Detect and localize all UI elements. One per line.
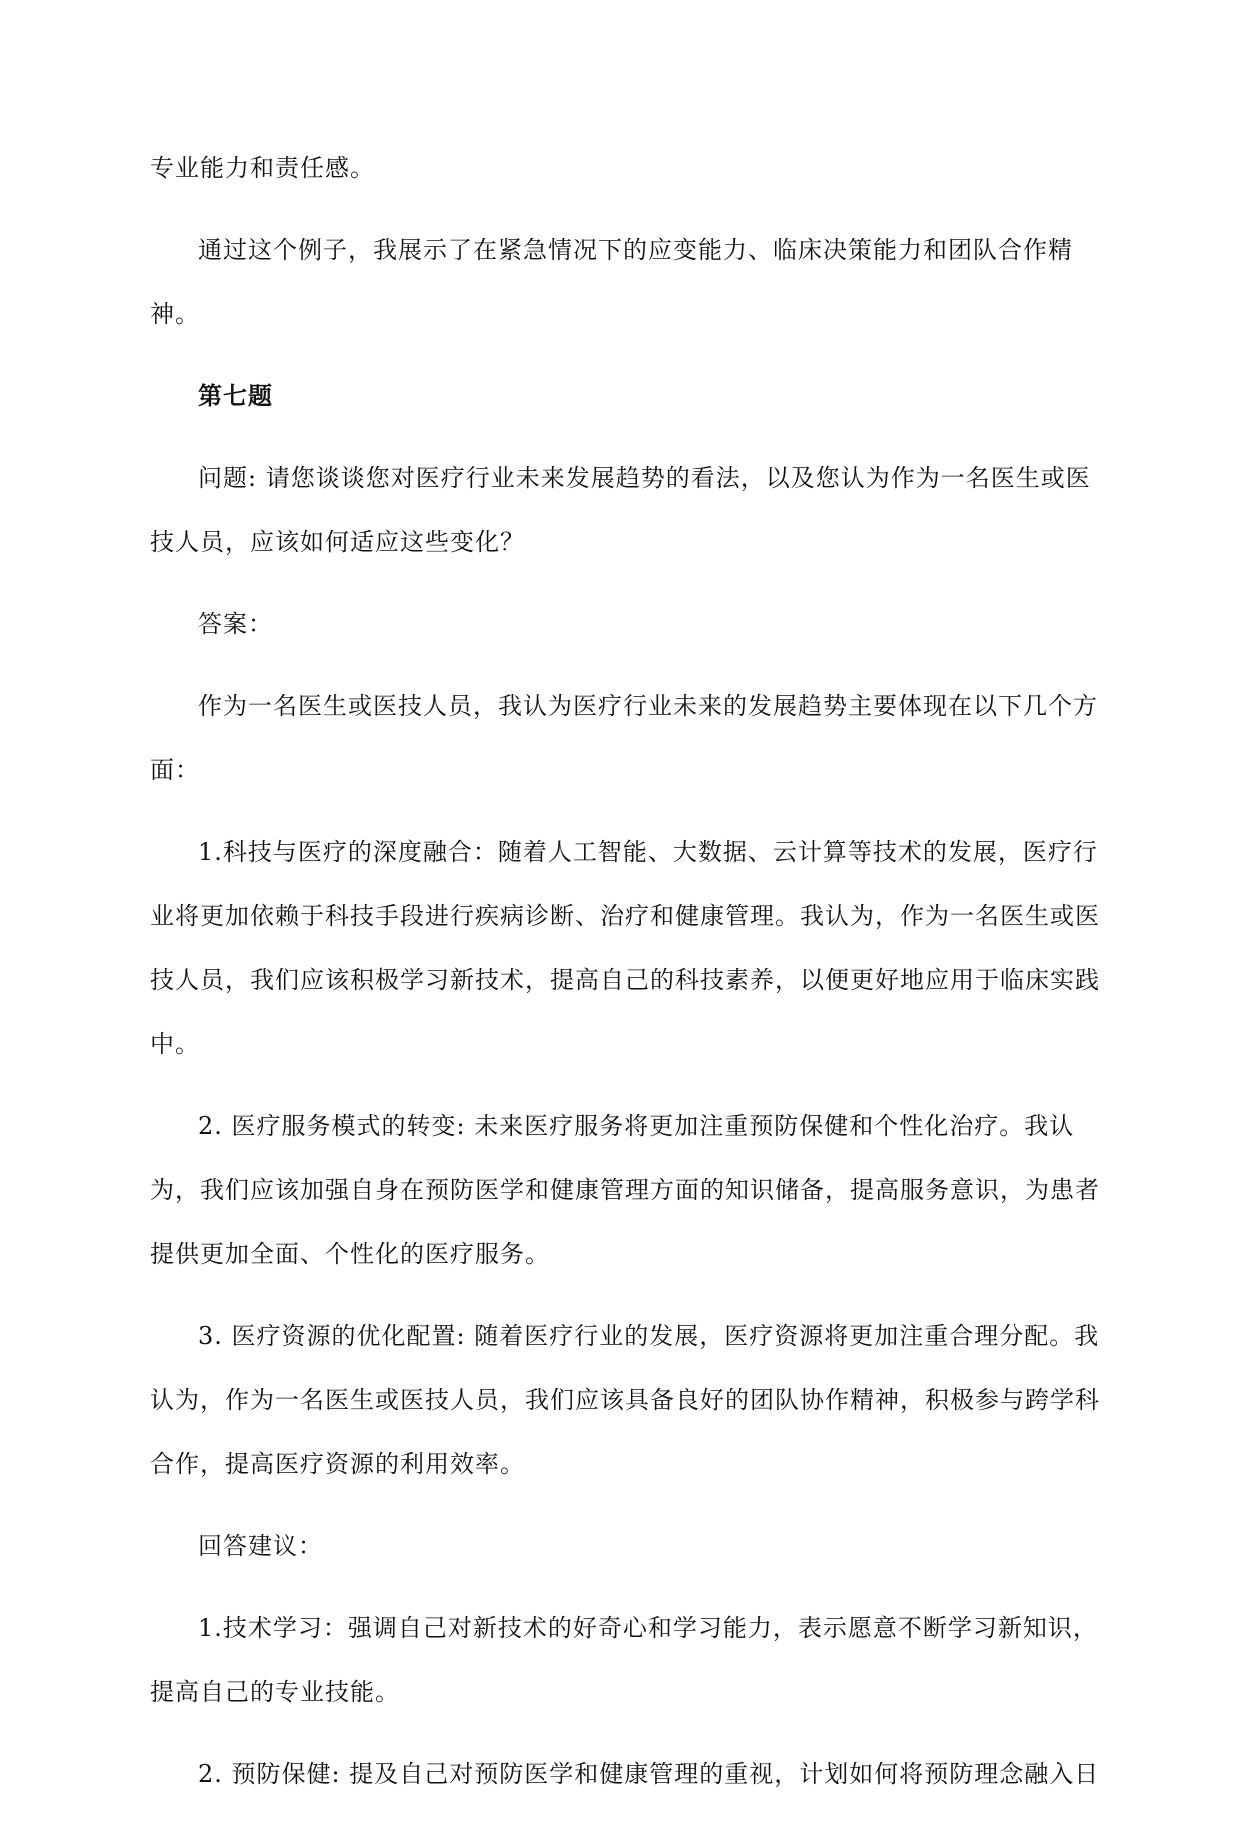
paragraph-point-1: 1.科技与医疗的深度融合：随着人工智能、大数据、云计算等技术的发展，医疗行业将更加依赖于科技手段进行疾病诊断、治疗和健康管理。我认为，作为一名医生或医技人员，我们应该积极学习新技术，提高自己的科技素养，以便更好地应用于临床实践中。 xyxy=(150,838,1100,1058)
paragraph-answer-label: 答案： xyxy=(198,610,273,638)
paragraph-point-2: 2. 医疗服务模式的转变: 未来医疗服务将更加注重预防保健和个性化治疗。我认为，我们应该加强自身在预防医学和健康管理方面的知识储备，提高服务意识，为患者提供更加全面、个性化的医疗服务。 xyxy=(150,1112,1100,1268)
paragraph-continuation: 专业能力和责任感。 xyxy=(150,154,375,182)
paragraph-point-3: 3. 医疗资源的优化配置: 随着医疗行业的发展，医疗资源将更加注重合理分配。我认为，作为一名医生或医技人员，我们应该具备良好的团队协作精神，积极参与跨学科合作，提高医疗资源的利用效率。 xyxy=(150,1322,1100,1478)
paragraph-suggestion-label: 回答建议： xyxy=(198,1532,323,1560)
document-body xyxy=(150,136,1110,1824)
paragraph-example-summary: 通过这个例子，我展示了在紧急情况下的应变能力、临床决策能力和团队合作精神。 xyxy=(150,236,1073,328)
paragraph-suggestion-2: 2. 预防保健: 提及自己对预防医学和健康管理的重视，计划如何将预防理念融入日 xyxy=(198,1760,1100,1788)
paragraph-question: 问题: 请您谈谈您对医疗行业未来发展趋势的看法，以及您认为作为一名医生或医技人员，应该如何适应这些变化？ xyxy=(150,464,1091,556)
paragraph-suggestion-1: 1.技术学习：强调自己对新技术的好奇心和学习能力，表示愿意不断学习新知识，提高自己的专业技能。 xyxy=(150,1614,1098,1706)
paragraph-answer-intro: 作为一名医生或医技人员，我认为医疗行业未来的发展趋势主要体现在以下几个方面： xyxy=(150,692,1098,784)
section-heading: 第七题 xyxy=(198,381,273,410)
